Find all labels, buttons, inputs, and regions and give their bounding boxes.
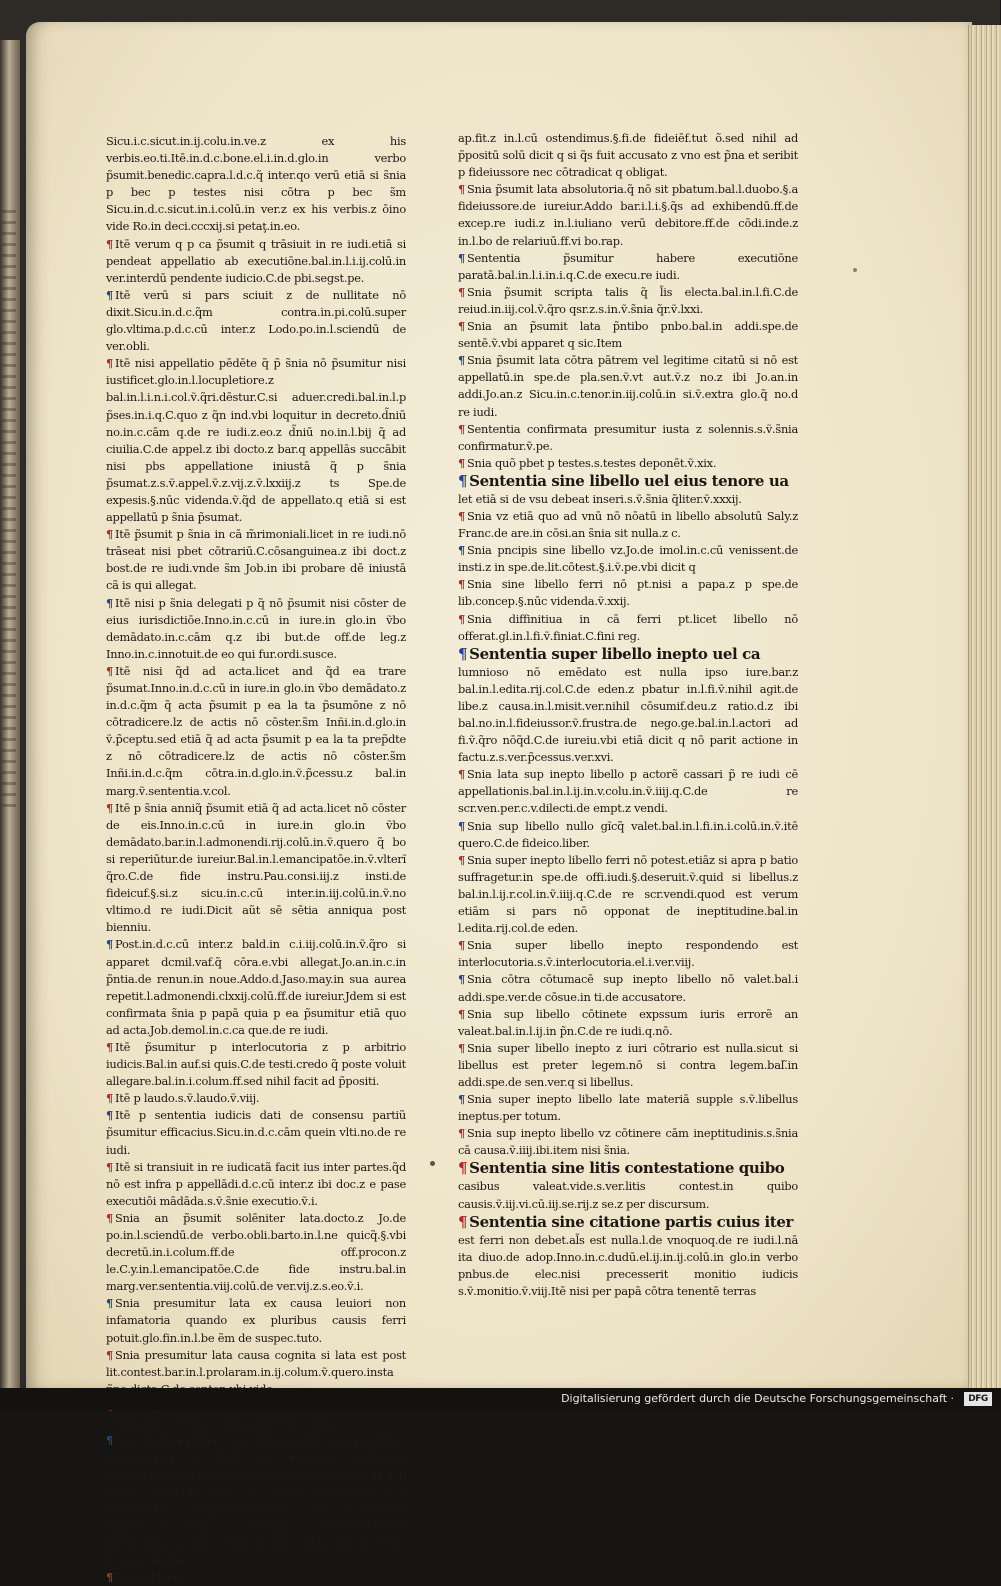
paragraph-text: Itē p̃sumit p s̃nia in cā m̃rimoniali.licet in re iudi.nō trāseat nisi pbet cōtrariū.C.cōsanguinea.z ibi doct.z bost.de re iudi.vnde s̃m Job.in ibi probare dē iniustā cã is qui allegat.	[106, 527, 406, 593]
text-paragraph	[458, 1232, 798, 1300]
pilcrow-mark: ¶	[458, 644, 468, 663]
pilcrow-mark: ¶	[458, 284, 465, 299]
paragraph-text: ap.fit.z in.l.cū ostendimus.§.fi.de fideiēf.tut õ.sed nihil ad p̃positū solū dicit q si q̃s fuit accusatο z vnο est p̃na et seribit p fideiussore nec cōtradicat q obligat.	[458, 131, 798, 180]
paragraph-text: Snia sup libello cōtinete expssum iuris errorẽ an valeat.bal.in.l.ij.in p̃n.C.de re iudi.q.nō.	[458, 1006, 798, 1038]
text-paragraph	[458, 491, 798, 508]
pilcrow-mark: ¶	[106, 1091, 113, 1106]
pilcrow-mark: ¶	[458, 767, 465, 782]
text-paragraph	[458, 611, 798, 645]
text-paragraph	[458, 937, 798, 971]
text-paragraph	[458, 284, 798, 318]
text-paragraph	[458, 455, 798, 472]
pilcrow-mark: ¶	[458, 938, 465, 953]
text-paragraph	[458, 1125, 798, 1159]
paragraph-text: Snia sup inepto libello vz cōtinere cām ineptitudinis.s.s̃nia cā causa.ṽ.iiij.ibi.item nisi s̃nia.	[458, 1126, 798, 1158]
ink-spot	[430, 1161, 435, 1166]
paragraph-text: Itē nisi p s̃nia delegati p q̃ nō p̃sumit nisi cōster de eius iurisdictiōe.Inno.in.c.cū in iure.in glo.in ṽbo demādato.in.c.cām q.z ibi but.de off.de leg.z Inno.in.c.innotuit.de eo qui fur.ordi.susce.	[106, 595, 406, 661]
footer-credit: Digitalisierung gefördert durch die Deutsche Forschungsgemeinschaft ·	[561, 1392, 954, 1405]
pilcrow-mark: ¶	[106, 1159, 113, 1174]
text-paragraph	[458, 1006, 798, 1040]
text-paragraph	[106, 133, 406, 236]
pilcrow-mark: ¶	[458, 353, 465, 368]
text-paragraph	[106, 800, 406, 937]
text-paragraph	[106, 1159, 406, 1210]
section-heading	[458, 1213, 798, 1232]
pilcrow-mark: ¶	[106, 287, 113, 302]
paragraph-text: Snia sup libello nullo gĩcq̃ valet.bal.in.l.fi.in.i.colū.in.ṽ.itē quero.C.de fideico.liber.	[458, 818, 798, 850]
text-paragraph	[458, 576, 798, 610]
paragraph-text: casibus valeat.vide.s.ver.litis contest.in quibο causis.ṽ.iij.vi.cū.iij.se.rij.z se.z per discursum.	[458, 1179, 798, 1211]
paragraph-text: Snia pncipis sine libello vz.Jo.de imol.in.c.cū venissent.de insti.z in spe.de.lit.cōtest.§.i.ṽ.pe.vbi dicit q	[458, 543, 798, 575]
paragraph-text: Sententia sine citatione partis cuius iter	[469, 1212, 793, 1231]
paragraph-text: Snia super libello inepto z iuri cōtrario est nulla.sicut si libellus est preter legem.nō si contra legem.bal.̃in addi.spe.de sen.ver.q si libellus.	[458, 1040, 798, 1089]
text-paragraph	[458, 1091, 798, 1125]
pilcrow-mark: ¶	[458, 818, 465, 833]
paragraph-text: Bar.in.l.f.§.qο	[115, 1569, 187, 1584]
pilcrow-mark: ¶	[106, 236, 113, 251]
dfg-logo-icon: DFG	[964, 1392, 992, 1406]
text-paragraph	[458, 318, 798, 352]
text-paragraph	[458, 508, 798, 542]
paragraph-text: Snia diffinitiua in cā ferri pt.licet libellο nō offerat.gl.in.l.fi.ṽ.finiat.C.fini reg.	[458, 611, 798, 643]
pilcrow-mark: ¶	[458, 508, 465, 523]
footer-bar	[0, 1388, 1000, 1410]
pilcrow-mark: ¶	[458, 250, 465, 265]
paragraph-text: Snia sine libello ferri nō pt.nisi a papa.z p spe.de lib.concep.§.nūc videnda.ṽ.xxij.	[458, 577, 798, 609]
paragraph-text: cōtumacia.s.ṽ.s̃nia contra absētem.ṽ.xviij.	[106, 1416, 337, 1431]
paragraph-text: Snia cōtra cōtumacē sup inepto libello nō valet.bal.i addi.spe.ver.de cōsue.in ti.de accusatore.	[458, 972, 798, 1004]
right-column	[458, 130, 798, 1300]
paragraph-text: Sententia p̃sumitur habere executiōne paratā.bal.in.l.i.in.i.q.C.de execu.re iudi.	[458, 250, 798, 282]
left-page-text-fragment	[2, 210, 16, 810]
text-paragraph	[106, 595, 406, 663]
pilcrow-mark: ¶	[106, 1039, 113, 1054]
pilcrow-mark: ¶	[106, 1347, 113, 1362]
pilcrow-mark: ¶	[458, 577, 465, 592]
text-paragraph	[106, 663, 406, 800]
pilcrow-mark: ¶	[458, 611, 465, 626]
paragraph-text: Sententia sine libello uel eius tenore ua	[469, 471, 789, 490]
section-heading	[458, 472, 798, 491]
pilcrow-mark: ¶	[458, 471, 468, 490]
pilcrow-mark: ¶	[458, 1212, 468, 1231]
pilcrow-mark: ¶	[106, 1433, 113, 1448]
left-column	[106, 133, 406, 1586]
paragraph-text: Snia quõ pbet p testes.s.testes deponēt.ṽ.xix.	[467, 455, 717, 470]
text-paragraph	[458, 352, 798, 420]
paragraph-text: Snia presumitur lata ex causa leuiori non infamatoria quando ex pluribus causis ferri potuit.glo.fin.in.l.be ẽm de suspec.tuto.	[106, 1296, 406, 1345]
text-paragraph	[106, 1090, 406, 1107]
pilcrow-mark: ¶	[458, 1126, 465, 1141]
text-paragraph	[106, 236, 406, 287]
text-paragraph	[106, 1210, 406, 1295]
text-paragraph	[106, 1569, 406, 1586]
paragraph-text: Itē p̃sumitur p interlocutoria z p arbitrio iudicis.Bal.in auf.si quis.C.de testi.credo q̃ poste voluit allegare.bal.in.i.colum.ff.sed nihil facit ad p̃positi.	[106, 1039, 406, 1089]
paragraph-text: Snia lata sup inepto libello p actorẽ cassari p̃ re iudi cē appellationis.bal.in.l.ij.in.v.colu.in.ṽ.iiij.q.C.de re scr.ven.per.c.v.dilecti.de empt.z vendi.	[458, 767, 798, 816]
paragraph-text: Itē p s̃nia anniq̃ p̃sumit etiā q̃ ad acta.licet nō cōster de eis.Inno.in.c.cū in iure.in glo.in ṽbo demādato.bar.in.l.admonendi.rij.colū.in.ṽ.quero q̃ bo si reperiūtur.de iureiur.Bal.in.l.emancipatōe.in.ṽ.vlterĩ q̃ro.C.de fide instru.Pau.consi.iij.z insti.de fideicuf.§.si.z sicu.in.c.cū inter.in.iij.colū.in.ṽ.no vltimo.d re iudi.Dicit aũt sē sētia anniqua post bienniu.	[106, 800, 406, 935]
paragraph-text: Post.in.d.c.cū inter.z bald.in c.i.iij.colū.in.ṽ.q̃ro si apparet dcmil.vaf.q̃ cōra.e.vbi allegat.Jo.an.in.c.in p̃ntia.de renun.in noue.Addo.d.Jaso.may.in sua aurea repetit.l.admonendi.clxxij.colū.ff.de iureiur.Jdem si est confirmata s̃nia p papā quia p ea p̃sumitur etiā quo ad acta.Job.demol.in.c.ca que.de re iudi.	[106, 937, 406, 1037]
pilcrow-mark: ¶	[458, 455, 465, 470]
text-paragraph	[458, 1040, 798, 1091]
pilcrow-mark: ¶	[106, 1210, 113, 1225]
text-paragraph	[458, 766, 798, 817]
paragraph-text: Snia an p̃sumit lata p̃ntibο pnbο.bal.in addi.spe.de sentē.ṽ.vbi apparet q sic.Item	[458, 319, 798, 351]
paragraph-text: Itē si transiuit in re iudicatã facit ius inter partes.q̃d nō est infra p appellādi.d.c.cū inter.z ibi doc.z e pase executiōi mādāda.s.ṽ.s̃nie executio.ṽ.i.	[106, 1159, 406, 1208]
paragraph-text: Snia super libello inepto respondendo est interlocutoria.s.ṽ.interlocutoria.el.i.ver.viij.	[458, 938, 798, 970]
text-paragraph	[458, 664, 798, 767]
paragraph-text: est ferri non debet.al̃s est nulla.l.de vnoquoq.de re iudi.l.nā ita diuο.de adop.Inno.in.c.dudū.el.ij.in.ij.colū.in glo.in verbo pnbus.de elec.nisi precesserit monitio iudicis s.ṽ.monitio.ṽ.viij.Itē nisi per papā cōtra tenentē terras	[458, 1232, 798, 1298]
text-paragraph	[458, 852, 798, 937]
pilcrow-mark: ¶	[458, 421, 465, 436]
pilcrow-mark: ¶	[106, 1569, 113, 1584]
pilcrow-mark: ¶	[106, 356, 113, 371]
paragraph-text: Itē p laudo.s.ṽ.laudo.ṽ.viij.	[115, 1091, 260, 1106]
paragraph-text: let etiā si de vsu debeat inseri.s.ṽ.s̃nia q̃liter.ṽ.xxxij.	[458, 491, 742, 506]
text-paragraph	[458, 971, 798, 1005]
pilcrow-mark: ¶	[458, 1006, 465, 1021]
pilcrow-mark: ¶	[106, 595, 113, 610]
pilcrow-mark: ¶	[458, 1092, 465, 1107]
text-paragraph	[106, 287, 406, 355]
paragraph-text: Sententia sine litis contestatione quibο	[469, 1159, 785, 1178]
paragraph-text: Itē verū si pars sciuit z de nullitate nō dixit.Sicu.in.d.c.q̃m contra.in.pi.colū.super glo.vltima.p.d.c.cū inter.z Lodo.po.in.l.sciendū de ver.obli.	[106, 287, 406, 354]
text-paragraph	[106, 936, 406, 1039]
paragraph-text: Itē nisi q̃d ad acta.licet and q̃d ea trare p̃sumat.Inno.in.d.c.cū in iure.in glo.in ṽbo demādato.z in.d.c.q̃m q̃ acta p̃sumit p ea la ta p̃sumōne z nō cōtradicere.lz de actis nō cōster.s̃m Inñi.in.d.glo.in ṽ.p̃ceptu.sed etiā q̃ ad acta p̃sumit p ea la ta prep̃dte z nō cōtradicere.lz de actis nō cōster.s̃m Inñi.in.d.c.q̃m cōtra.in.d.glo.in.ṽ.p̃cessu.z bal.in marg.ṽ.sententia.v.col.	[106, 663, 406, 798]
text-paragraph	[106, 526, 406, 594]
pilcrow-mark: ¶	[106, 527, 113, 542]
text-paragraph	[458, 250, 798, 284]
section-heading	[458, 645, 798, 664]
pilcrow-mark: ¶	[458, 1040, 465, 1055]
paragraph-text: Snia p̃sumit lata absolutoria.q̃ nō sit pbatum.bal.l.duobο.§.a fideiussore.de iureiur.Addo bar.i.l.i.§.q̃s ad exhibendū.ff.de excep.re iudi.z in.l.iulianο verū debitore.ff.de cōdi.inde.z in.l.bo de relariuū.ff.vi bo.rap.	[458, 182, 798, 248]
pilcrow-mark: ¶	[106, 663, 113, 678]
text-paragraph	[458, 542, 798, 576]
paragraph-text: Itē p sententia iudicis dati de consensu partiũ p̃sumitur efficacius.Sicu.in.d.c.cām quein vlti.no.de re iudi.	[106, 1108, 406, 1157]
pilcrow-mark: ¶	[458, 543, 465, 558]
text-paragraph	[458, 181, 798, 249]
paragraph-text: Itē verum q p ca p̃sumit q trāsiuit in re iudi.etiā si pendeat appellatio ab executiōne.bal.in.l.i.ij.colū.in ver.interdū pendente iudicio.C.de pbi.segst.pe.	[106, 236, 406, 285]
paragraph-text: Snia p̃sumit scripta talis q̃ l̃is electa.bal.in.l.fi.C.de reiud.in.iij.col.ṽ.q̃ro qsr.z.s.in.ṽ.s̃nia q̃r.ṽ.lxxi.	[458, 284, 798, 316]
pilcrow-mark: ¶	[458, 319, 465, 334]
page-edge-stack	[968, 25, 1001, 1388]
paragraph-text: Itē nisi appellatio pēdēte q̃ p̃ s̃nia nō p̃sumitur nisi iustificet.glo.in.l.locupletiore.z bal.in.l.i.n.i.col.ṽ.q̃ri.dēstur.C.si aduer.credi.bal.in.l.p p̃ses.in.i.q.C.quo z q̃n ind.vbi loquitur in decreto.d̃niū no.in.c.cām q.de re iudi.z.eo.z d̃niū no.in.l.bij q̃ ad ciuilia.C.de appel.z ibi docto.z bar.q appellās succābit nisi pbs appellatione iniustā q̃ p s̃nia p̃sumat.z.s.ṽ.appel.ṽ.z.vij.z.ṽ.lxxiij.z ts Spe.de expesis.§.nūc videnda.ṽ.q̃d de appellato.q etiā si est appellatū p s̃nia p̃sumat.	[106, 356, 406, 525]
paragraph-text: Snia super inepto libello late materiā supple s.ṽ.libellus ineptus.per totum.	[458, 1092, 798, 1124]
pilcrow-mark: ¶	[106, 1108, 113, 1123]
pilcrow-mark: ¶	[458, 1159, 468, 1178]
text-paragraph	[458, 421, 798, 455]
pilcrow-mark: ¶	[458, 852, 465, 867]
paragraph-text: Snia super inepto libello ferri nō potest.etiāz si apra p batio suffragetur.in spe.de offi.iudi.§.deseruit.ṽ.quid si libellus.z bal.in.l.ij.r.col.in.ṽ.iiij.q.C.de re scr.vendi.quod est verum etiām si pars nō opponat de ineptitudine.bal.in l.edita.rij.col.de eden.	[458, 852, 798, 936]
pilcrow-mark: ¶	[106, 800, 113, 815]
paragraph-text: Snia p̃nibus ptibο z nō cōtradicenbο lata p̃sumitur solennis.pur̃ ca dicit lite cōtestatis testibus.z c.docto.bar.in.l.i.ṽ.vlte.in.l.i.ṽ.vltenus.no.z ibide p q̃ p pa.de cōdiū.De Angelo.in auf.vt spon.lar.§.z hoc insup.bal.in marg.ṽ.s̃nia.ṽ.colū.z in addi.spe.de appel.ṽ.z.vij.z.ṽ.vij.z clausula sētentiārū.ṽ.viso libello.Inno.in.c.q̃m cōtra.in vlti.colū.in glo.in verbo p̃cessu.de pba.	[106, 1433, 406, 1567]
paragraph-text: lumnioso nō emēdato est nulla ipso iure.bar.z bal.in.l.edita.rij.col.C.de eden.z pbatur in.l.fi.ṽ.nihil agit.de libe.z causa.in.l.misit.ver.nihil cōsumif.deu.z ratio.d.z ibi bal.no.in.l.fideiussor.ṽ.frustra.de nego.ge.bal.in.l.actori ad fi.ṽ.q̃ro nōq̃d.C.de iureiu.vbi etiā dicit q nō parit actione in factu.z.s.ver.p̃cessus.ver.xvi.	[458, 664, 798, 765]
paragraph-text: Sententia confirmata presumitur iusta z solennis.s.ṽ.s̃nia confirmatur.ṽ.pe.	[458, 421, 798, 453]
section-heading	[458, 1159, 798, 1178]
pilcrow-mark: ¶	[458, 972, 465, 987]
pilcrow-mark: ¶	[458, 182, 465, 197]
text-paragraph	[458, 818, 798, 852]
left-page-edge	[0, 40, 20, 1388]
pilcrow-mark: ¶	[106, 1296, 113, 1311]
paragraph-text: Snia an p̃sumit solēniter lata.docto.z Jo.de po.in.l.sciendū.de verbo.obli.barto.in.l.ne quicq̃.§.vbi decretū.in.i.colum.ff.de off.procon.z le.C.y.in.l.emancipatōe.C.de fide instru.bal.in marg.ver.sententia.viij.colū.de ver.vij.z.s.eo.ṽ.i.	[106, 1210, 406, 1294]
ink-spot	[853, 268, 857, 272]
paragraph-text: Sicu.i.c.sicut.in.ij.colu.in.ve.z ex his verbis.eo.ti.Itē.in.d.c.bone.el.i.in.d.glo.in verbo p̃sumit.benedic.capra.l.d.c.q̃ inter.qο verū etiā si s̃nia p bec p testes nisi cōtra p bec s̃m Sicu.in.d.c.sicut.in.i.colū.in ver.z ex his verbis.z ōino vide Ro.in deci.cccxij.si petaţ.in.eo.	[106, 134, 406, 234]
paragraph-text: Snia p̃sumit lata cōtra pātrem vel legitime citatū si nō est appellatū.in spe.de pla.sen.ṽ.vt aut.ṽ.z no.z ibi Jo.an.in addi.Jo.an.z Sicu.in.c.tenor.in.iij.colū.in si.ṽ.extra glo.q̃ no.d re iudi.	[458, 353, 798, 419]
text-paragraph	[458, 1178, 798, 1212]
text-paragraph	[106, 355, 406, 526]
text-paragraph	[106, 1295, 406, 1346]
pilcrow-mark: ¶	[106, 937, 113, 952]
paragraph-text: Snia presumitur lata causa cognita si lata est post lit.contest.bar.in.l.prolaram.in.ij.colum.ṽ.quero.insta	[106, 1347, 406, 1379]
text-paragraph	[106, 1432, 406, 1569]
text-paragraph	[106, 1107, 406, 1158]
paragraph-text: Sententia super libello inepto uel ca	[469, 644, 761, 663]
paragraph-text: Snia vz etiā quo ad vnū nō nōatū in libello absolutū Saly.z Franc.de are.in cōsi.an s̃nia sit nulla.z c.	[458, 508, 798, 541]
text-paragraph	[106, 1039, 406, 1090]
text-paragraph	[458, 130, 798, 181]
